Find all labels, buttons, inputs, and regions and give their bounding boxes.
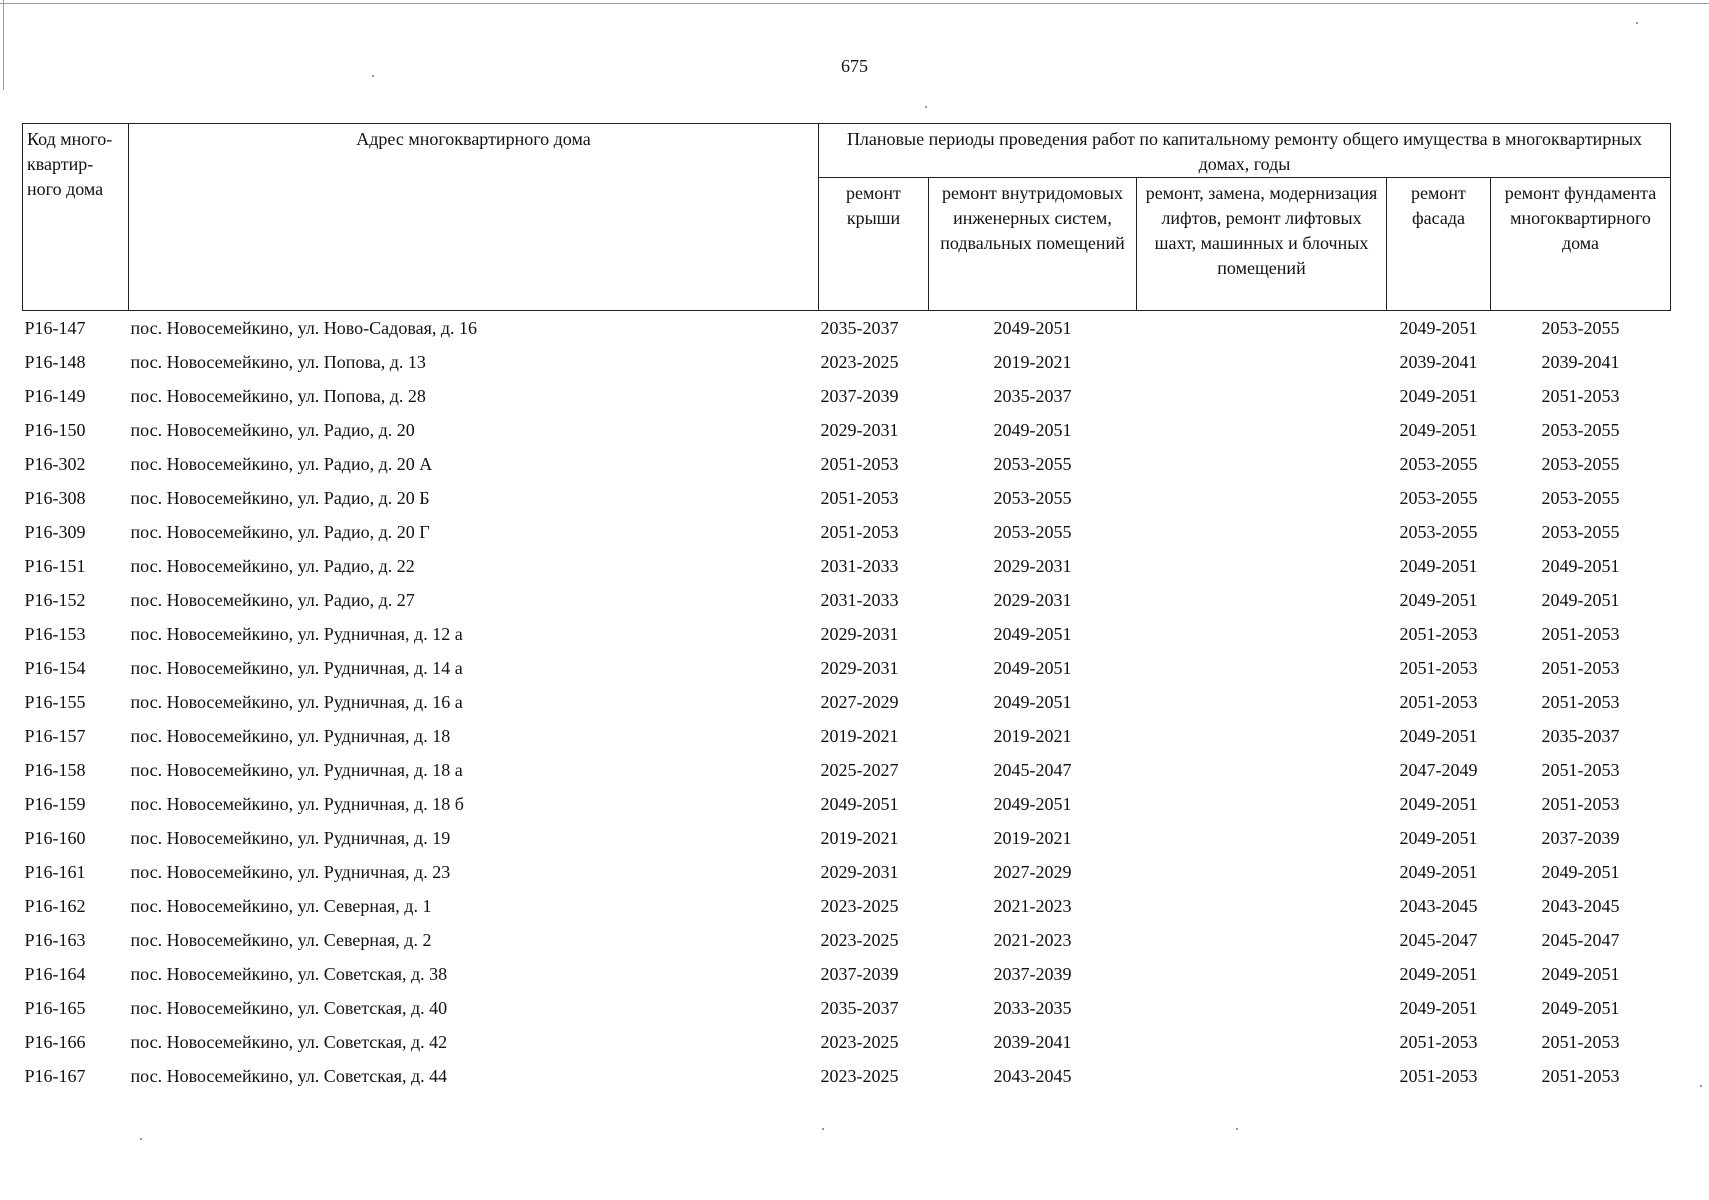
table-row bbox=[23, 447, 1671, 481]
cell-elevators bbox=[1137, 787, 1387, 821]
cell-roof: 2023-2025 bbox=[820, 351, 899, 372]
cell-roof: 2031-2033 bbox=[820, 555, 899, 576]
cell-elevators bbox=[1137, 821, 1387, 855]
cell-foundation: 2037-2039 bbox=[1541, 827, 1620, 848]
cell-facade: 2043-2045 bbox=[1399, 895, 1478, 916]
cell-code: P16-159 bbox=[24, 793, 86, 814]
cell-address: пос. Новосемейкино, ул. Советская, д. 44 bbox=[130, 1065, 448, 1086]
cell-facade: 2049-2051 bbox=[1399, 827, 1478, 848]
header-foundation: ремонт фундамента многоквартирного дома bbox=[1491, 178, 1671, 311]
cell-engineering: 2039-2041 bbox=[993, 1031, 1072, 1052]
cell-code: P16-153 bbox=[24, 623, 86, 644]
cell-engineering: 2021-2023 bbox=[993, 929, 1072, 950]
cell-foundation: 2051-2053 bbox=[1541, 691, 1620, 712]
cell-address: пос. Новосемейкино, ул. Радио, д. 20 А bbox=[130, 453, 433, 474]
cell-code: P16-155 bbox=[24, 691, 86, 712]
cell-foundation: 2053-2055 bbox=[1541, 453, 1620, 474]
cell-engineering: 2053-2055 bbox=[993, 453, 1072, 474]
cell-elevators bbox=[1137, 889, 1387, 923]
scan-speck bbox=[1636, 22, 1638, 24]
cell-engineering: 2049-2051 bbox=[993, 623, 1072, 644]
cell-roof: 2023-2025 bbox=[820, 929, 899, 950]
cell-code: P16-309 bbox=[24, 521, 86, 542]
table-row bbox=[23, 787, 1671, 821]
cell-code: P16-167 bbox=[24, 1065, 86, 1086]
table-row bbox=[23, 685, 1671, 719]
cell-address: пос. Новосемейкино, ул. Радио, д. 22 bbox=[130, 555, 415, 576]
cell-foundation: 2051-2053 bbox=[1541, 623, 1620, 644]
cell-engineering: 2029-2031 bbox=[993, 589, 1072, 610]
page-number: 675 bbox=[841, 56, 868, 76]
cell-facade: 2049-2051 bbox=[1399, 997, 1478, 1018]
cell-engineering: 2045-2047 bbox=[993, 759, 1072, 780]
cell-elevators bbox=[1137, 617, 1387, 651]
header-periods-group: Плановые периоды проведения работ по капитальному ремонту общего имущества в многоквартирных домах, годы bbox=[819, 124, 1671, 178]
cell-elevators bbox=[1137, 311, 1387, 346]
cell-elevators bbox=[1137, 447, 1387, 481]
table-row bbox=[23, 991, 1671, 1025]
cell-engineering: 2049-2051 bbox=[993, 793, 1072, 814]
cell-code: P16-302 bbox=[24, 453, 86, 474]
cell-elevators bbox=[1137, 685, 1387, 719]
cell-facade: 2039-2041 bbox=[1399, 351, 1478, 372]
scan-speck bbox=[925, 106, 927, 108]
cell-address: пос. Новосемейкино, ул. Рудничная, д. 14 а bbox=[130, 657, 463, 678]
cell-foundation: 2051-2053 bbox=[1541, 657, 1620, 678]
cell-code: P16-157 bbox=[24, 725, 86, 746]
cell-foundation: 2053-2055 bbox=[1541, 487, 1620, 508]
table-row bbox=[23, 889, 1671, 923]
header-elevators: ремонт, замена, модернизация лифтов, ремонт лифтовых шахт, машинных и блочных помещений bbox=[1137, 178, 1387, 311]
cell-roof: 2049-2051 bbox=[820, 793, 899, 814]
cell-code: P16-151 bbox=[24, 555, 86, 576]
table-row bbox=[23, 515, 1671, 549]
cell-elevators bbox=[1137, 991, 1387, 1025]
cell-code: P16-150 bbox=[24, 419, 86, 440]
cell-code: P16-154 bbox=[24, 657, 86, 678]
cell-elevators bbox=[1137, 651, 1387, 685]
cell-engineering: 2029-2031 bbox=[993, 555, 1072, 576]
cell-foundation: 2049-2051 bbox=[1541, 963, 1620, 984]
cell-foundation: 2049-2051 bbox=[1541, 861, 1620, 882]
cell-elevators bbox=[1137, 379, 1387, 413]
table-row bbox=[23, 957, 1671, 991]
cell-address: пос. Новосемейкино, ул. Попова, д. 13 bbox=[130, 351, 426, 372]
cell-engineering: 2019-2021 bbox=[993, 827, 1072, 848]
cell-facade: 2049-2051 bbox=[1399, 725, 1478, 746]
cell-engineering: 2043-2045 bbox=[993, 1065, 1072, 1086]
cell-engineering: 2035-2037 bbox=[993, 385, 1072, 406]
cell-foundation: 2051-2053 bbox=[1541, 1065, 1620, 1086]
cell-facade: 2045-2047 bbox=[1399, 929, 1478, 950]
scan-speck bbox=[1700, 1085, 1702, 1087]
cell-facade: 2047-2049 bbox=[1399, 759, 1478, 780]
cell-elevators bbox=[1137, 923, 1387, 957]
cell-code: P16-152 bbox=[24, 589, 86, 610]
cell-facade: 2051-2053 bbox=[1399, 1065, 1478, 1086]
cell-foundation: 2039-2041 bbox=[1541, 351, 1620, 372]
cell-foundation: 2049-2051 bbox=[1541, 997, 1620, 1018]
cell-facade: 2049-2051 bbox=[1399, 385, 1478, 406]
cell-engineering: 2033-2035 bbox=[993, 997, 1072, 1018]
table-row bbox=[23, 549, 1671, 583]
cell-engineering: 2049-2051 bbox=[993, 657, 1072, 678]
cell-facade: 2053-2055 bbox=[1399, 487, 1478, 508]
cell-address: пос. Новосемейкино, ул. Рудничная, д. 18 б bbox=[130, 793, 464, 814]
cell-foundation: 2049-2051 bbox=[1541, 589, 1620, 610]
cell-roof: 2023-2025 bbox=[820, 895, 899, 916]
table-row bbox=[23, 481, 1671, 515]
cell-engineering: 2053-2055 bbox=[993, 521, 1072, 542]
table-row bbox=[23, 651, 1671, 685]
cell-roof: 2031-2033 bbox=[820, 589, 899, 610]
document-sheet bbox=[22, 123, 1671, 1093]
table-row bbox=[23, 753, 1671, 787]
cell-address: пос. Новосемейкино, ул. Советская, д. 42 bbox=[130, 1031, 448, 1052]
cell-engineering: 2049-2051 bbox=[993, 317, 1072, 338]
cell-roof: 2051-2053 bbox=[820, 453, 899, 474]
scan-speck bbox=[140, 1138, 142, 1140]
cell-engineering: 2053-2055 bbox=[993, 487, 1072, 508]
cell-roof: 2027-2029 bbox=[820, 691, 899, 712]
table-row bbox=[23, 583, 1671, 617]
cell-engineering: 2049-2051 bbox=[993, 419, 1072, 440]
table-row bbox=[23, 923, 1671, 957]
cell-address: пос. Новосемейкино, ул. Рудничная, д. 12 а bbox=[130, 623, 463, 644]
table-row bbox=[23, 379, 1671, 413]
cell-foundation: 2045-2047 bbox=[1541, 929, 1620, 950]
cell-facade: 2049-2051 bbox=[1399, 419, 1478, 440]
table-body bbox=[23, 311, 1671, 1094]
cell-code: P16-162 bbox=[24, 895, 86, 916]
cell-elevators bbox=[1137, 719, 1387, 753]
cell-address: пос. Новосемейкино, ул. Радио, д. 20 Г bbox=[130, 521, 430, 542]
cell-facade: 2049-2051 bbox=[1399, 963, 1478, 984]
cell-roof: 2051-2053 bbox=[820, 487, 899, 508]
cell-elevators bbox=[1137, 345, 1387, 379]
cell-foundation: 2049-2051 bbox=[1541, 555, 1620, 576]
cell-facade: 2049-2051 bbox=[1399, 317, 1478, 338]
cell-roof: 2029-2031 bbox=[820, 657, 899, 678]
table-row bbox=[23, 413, 1671, 447]
cell-foundation: 2053-2055 bbox=[1541, 419, 1620, 440]
table-row bbox=[23, 345, 1671, 379]
cell-code: P16-160 bbox=[24, 827, 86, 848]
cell-facade: 2051-2053 bbox=[1399, 1031, 1478, 1052]
cell-address: пос. Новосемейкино, ул. Радио, д. 27 bbox=[130, 589, 415, 610]
scan-speck bbox=[372, 75, 374, 77]
cell-code: P16-158 bbox=[24, 759, 86, 780]
table-row bbox=[23, 719, 1671, 753]
cell-address: пос. Новосемейкино, ул. Рудничная, д. 18 bbox=[130, 725, 451, 746]
cell-code: P16-308 bbox=[24, 487, 86, 508]
cell-roof: 2019-2021 bbox=[820, 725, 899, 746]
cell-address: пос. Новосемейкино, ул. Радио, д. 20 bbox=[130, 419, 415, 440]
cell-foundation: 2051-2053 bbox=[1541, 793, 1620, 814]
cell-foundation: 2043-2045 bbox=[1541, 895, 1620, 916]
cell-code: P16-149 bbox=[24, 385, 86, 406]
cell-elevators bbox=[1137, 1059, 1387, 1093]
cell-foundation: 2051-2053 bbox=[1541, 1031, 1620, 1052]
cell-engineering: 2027-2029 bbox=[993, 861, 1072, 882]
cell-elevators bbox=[1137, 481, 1387, 515]
cell-engineering: 2019-2021 bbox=[993, 351, 1072, 372]
scan-speck bbox=[1236, 1128, 1238, 1130]
cell-engineering: 2021-2023 bbox=[993, 895, 1072, 916]
cell-address: пос. Новосемейкино, ул. Рудничная, д. 23 bbox=[130, 861, 451, 882]
table-row bbox=[23, 855, 1671, 889]
cell-facade: 2053-2055 bbox=[1399, 521, 1478, 542]
cell-facade: 2049-2051 bbox=[1399, 589, 1478, 610]
table-row bbox=[23, 821, 1671, 855]
cell-foundation: 2035-2037 bbox=[1541, 725, 1620, 746]
cell-address: пос. Новосемейкино, ул. Северная, д. 1 bbox=[130, 895, 432, 916]
cell-address: пос. Новосемейкино, ул. Северная, д. 2 bbox=[130, 929, 432, 950]
cell-code: P16-165 bbox=[24, 997, 86, 1018]
cell-roof: 2029-2031 bbox=[820, 419, 899, 440]
cell-foundation: 2053-2055 bbox=[1541, 317, 1620, 338]
cell-code: P16-164 bbox=[24, 963, 86, 984]
cell-elevators bbox=[1137, 549, 1387, 583]
cell-address: пос. Новосемейкино, ул. Рудничная, д. 18 а bbox=[130, 759, 463, 780]
header-facade: ремонт фасада bbox=[1387, 178, 1491, 311]
cell-facade: 2049-2051 bbox=[1399, 793, 1478, 814]
table-row bbox=[23, 1025, 1671, 1059]
cell-facade: 2051-2053 bbox=[1399, 623, 1478, 644]
cell-address: пос. Новосемейкино, ул. Ново-Садовая, д. 16 bbox=[130, 317, 478, 338]
cell-code: P16-161 bbox=[24, 861, 86, 882]
cell-foundation: 2051-2053 bbox=[1541, 759, 1620, 780]
capital-repair-table bbox=[22, 123, 1671, 1093]
cell-address: пос. Новосемейкино, ул. Советская, д. 40 bbox=[130, 997, 448, 1018]
cell-foundation: 2051-2053 bbox=[1541, 385, 1620, 406]
cell-elevators bbox=[1137, 753, 1387, 787]
cell-facade: 2051-2053 bbox=[1399, 657, 1478, 678]
cell-foundation: 2053-2055 bbox=[1541, 521, 1620, 542]
cell-engineering: 2019-2021 bbox=[993, 725, 1072, 746]
cell-address: пос. Новосемейкино, ул. Попова, д. 28 bbox=[130, 385, 426, 406]
cell-roof: 2051-2053 bbox=[820, 521, 899, 542]
cell-code: P16-148 bbox=[24, 351, 86, 372]
cell-facade: 2049-2051 bbox=[1399, 861, 1478, 882]
header-roof: ремонт крыши bbox=[819, 178, 929, 311]
cell-elevators bbox=[1137, 583, 1387, 617]
cell-facade: 2051-2053 bbox=[1399, 691, 1478, 712]
cell-roof: 2037-2039 bbox=[820, 963, 899, 984]
cell-roof: 2029-2031 bbox=[820, 623, 899, 644]
cell-roof: 2023-2025 bbox=[820, 1065, 899, 1086]
cell-elevators bbox=[1137, 855, 1387, 889]
cell-roof: 2035-2037 bbox=[820, 997, 899, 1018]
cell-elevators bbox=[1137, 413, 1387, 447]
cell-roof: 2037-2039 bbox=[820, 385, 899, 406]
cell-engineering: 2037-2039 bbox=[993, 963, 1072, 984]
cell-elevators bbox=[1137, 515, 1387, 549]
header-engineering: ремонт внутридомовых инженерных систем, подвальных помещений bbox=[929, 178, 1137, 311]
cell-address: пос. Новосемейкино, ул. Советская, д. 38 bbox=[130, 963, 448, 984]
header-code: Код много-квартир-ного дома bbox=[23, 124, 129, 311]
cell-code: P16-147 bbox=[24, 317, 86, 338]
cell-facade: 2053-2055 bbox=[1399, 453, 1478, 474]
table-row bbox=[23, 617, 1671, 651]
scan-speck bbox=[822, 1128, 824, 1130]
cell-roof: 2035-2037 bbox=[820, 317, 899, 338]
table-header bbox=[23, 124, 1671, 311]
table-row bbox=[23, 1059, 1671, 1093]
cell-engineering: 2049-2051 bbox=[993, 691, 1072, 712]
cell-facade: 2049-2051 bbox=[1399, 555, 1478, 576]
cell-code: P16-163 bbox=[24, 929, 86, 950]
cell-code: P16-166 bbox=[24, 1031, 86, 1052]
table-row bbox=[23, 311, 1671, 346]
header-address: Адрес многоквартирного дома bbox=[129, 124, 819, 311]
scan-edge-line bbox=[0, 3, 1709, 4]
cell-roof: 2029-2031 bbox=[820, 861, 899, 882]
cell-roof: 2023-2025 bbox=[820, 1031, 899, 1052]
cell-elevators bbox=[1137, 957, 1387, 991]
cell-address: пос. Новосемейкино, ул. Рудничная, д. 16 а bbox=[130, 691, 463, 712]
cell-address: пос. Новосемейкино, ул. Рудничная, д. 19 bbox=[130, 827, 451, 848]
cell-address: пос. Новосемейкино, ул. Радио, д. 20 Б bbox=[130, 487, 430, 508]
cell-elevators bbox=[1137, 1025, 1387, 1059]
cell-roof: 2019-2021 bbox=[820, 827, 899, 848]
cell-roof: 2025-2027 bbox=[820, 759, 899, 780]
